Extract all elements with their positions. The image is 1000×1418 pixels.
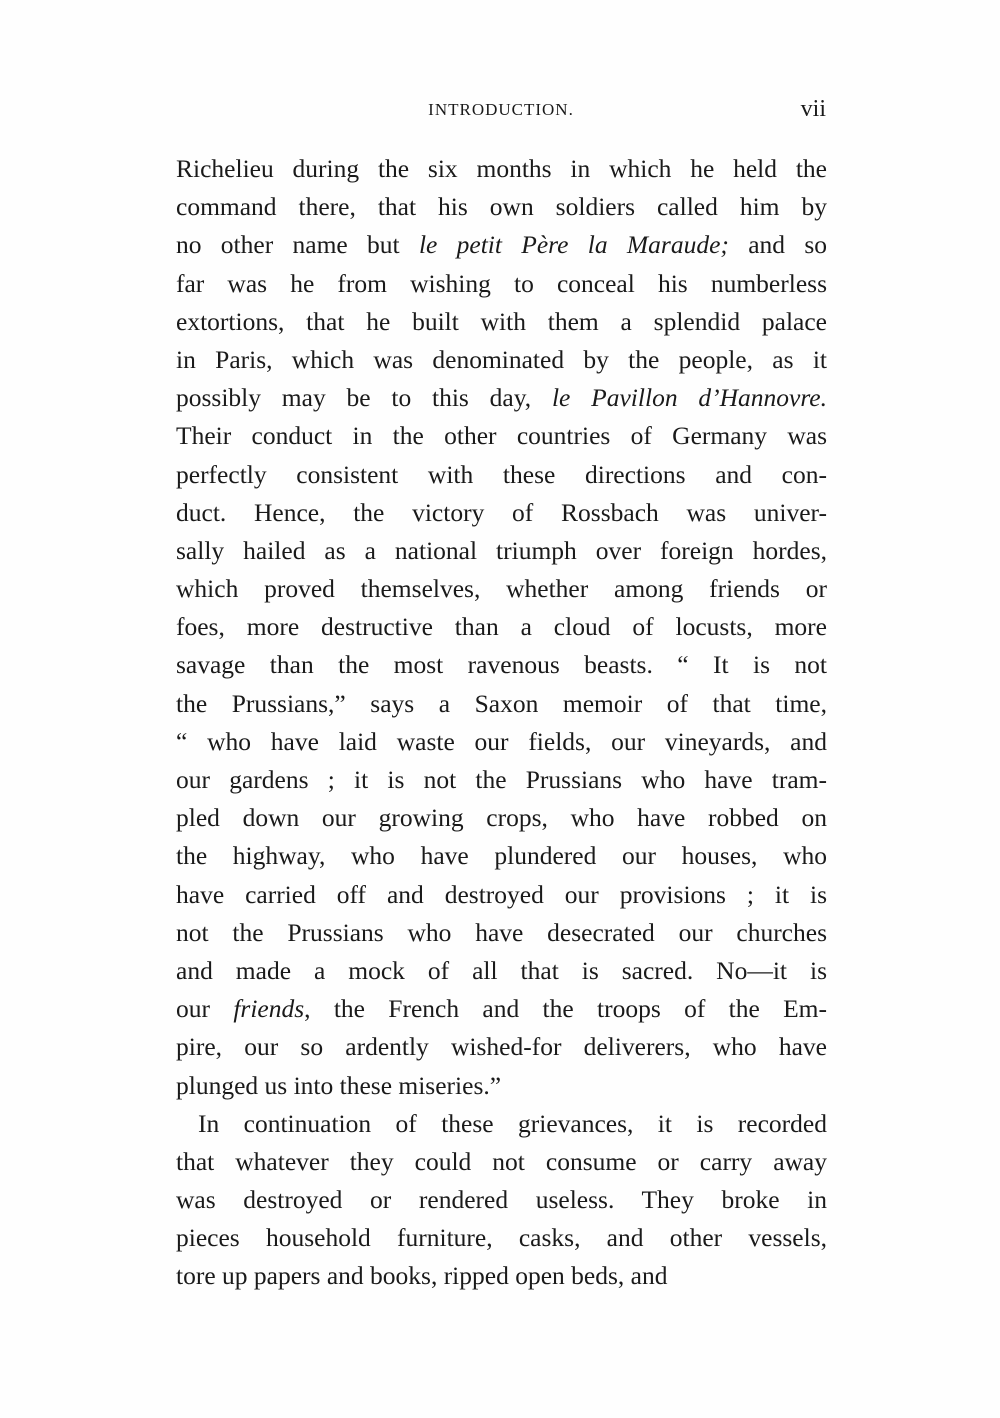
text-run: was destroyed or rendered useless. They broke in xyxy=(176,1185,827,1215)
text-line xyxy=(176,1105,827,1143)
text-run: our gardens ; it is not the Prussians who have tram- xyxy=(176,765,827,794)
text-run: perfectly consistent with these directions and con- xyxy=(176,459,827,489)
text-line xyxy=(176,837,827,875)
text-run: pieces household furniture, casks, and other vessels, xyxy=(176,1223,827,1253)
text-line xyxy=(176,1143,827,1181)
italic-text-run: le Pavillon d’Hannovre. xyxy=(551,383,828,413)
text-line xyxy=(176,570,827,608)
paragraph xyxy=(176,150,827,1105)
text-run: Richelieu during the six months in which he held the xyxy=(176,154,827,183)
text-run: command there, that his own soldiers called him by xyxy=(176,192,827,222)
text-line xyxy=(176,1219,827,1257)
text-run: foes, more destructive than a cloud of locusts, more xyxy=(176,612,827,642)
text-line xyxy=(176,646,827,684)
text-line xyxy=(176,188,827,226)
text-run: duct. Hence, the victory of Rossbach was univer- xyxy=(176,497,827,527)
text-run: no other name but xyxy=(176,230,419,260)
text-line xyxy=(176,914,827,952)
text-line xyxy=(176,265,827,303)
text-run: Their conduct in the other countries of Germany was xyxy=(176,421,827,451)
text-line xyxy=(176,150,827,188)
text-line xyxy=(176,532,827,570)
body-text xyxy=(176,150,827,1296)
italic-text-run: le petit Père la Maraude; xyxy=(418,230,729,260)
text-line xyxy=(176,494,827,532)
text-run: tore up papers and books, ripped open beds, and xyxy=(176,1261,668,1291)
text-run: which proved themselves, whether among friends or xyxy=(176,574,827,604)
text-line xyxy=(176,379,827,417)
text-line xyxy=(176,456,827,494)
text-run: pire, our so ardently wished-for deliverers, who have xyxy=(176,1032,827,1062)
text-line xyxy=(176,1257,827,1295)
running-title: INTRODUCTION. xyxy=(428,100,574,119)
text-line xyxy=(176,952,827,990)
page-number: vii xyxy=(800,96,826,122)
text-run: far was he from wishing to conceal his numberless xyxy=(176,268,827,298)
text-line xyxy=(176,761,827,799)
text-line xyxy=(176,1067,827,1105)
text-run: savage than the most ravenous beasts. “ It is not xyxy=(176,650,827,680)
text-line xyxy=(176,685,827,723)
text-line xyxy=(176,1028,827,1066)
text-run: our xyxy=(176,994,234,1024)
text-line xyxy=(176,226,827,264)
text-run: and made a mock of all that is sacred. No—it is xyxy=(176,955,827,985)
text-run: extortions, that he built with them a splendid palace xyxy=(176,306,827,336)
text-line xyxy=(176,990,827,1028)
text-run: the highway, who have plundered our houses, who xyxy=(176,841,827,871)
text-run: pled down our growing crops, who have robbed on xyxy=(176,803,827,833)
text-run: plunged us into these miseries.” xyxy=(176,1070,502,1100)
text-line xyxy=(176,876,827,914)
text-run: that whatever they could not consume or carry away xyxy=(176,1146,827,1176)
text-run: sally hailed as a national triumph over foreign hordes, xyxy=(176,535,827,565)
text-line xyxy=(176,417,827,455)
text-run: not the Prussians who have desecrated our churches xyxy=(176,917,827,947)
text-run: possibly may be to this day, xyxy=(176,383,552,413)
text-line xyxy=(176,723,827,761)
text-run: , the French and the troops of the Em- xyxy=(304,994,827,1024)
paragraph xyxy=(176,1105,827,1296)
text-run: and so xyxy=(728,230,827,260)
text-run: In continuation of these grievances, it is recorded xyxy=(198,1108,827,1138)
text-run: the Prussians,” says a Saxon memoir of that time, xyxy=(176,688,827,718)
text-run: “ who have laid waste our fields, our vineyards, and xyxy=(176,726,827,756)
text-run: have carried off and destroyed our provisions ; it is xyxy=(176,879,827,909)
text-line xyxy=(176,303,827,341)
text-line xyxy=(176,341,827,379)
running-head xyxy=(176,96,826,126)
text-run: in Paris, which was denominated by the people, as it xyxy=(176,344,827,374)
text-line xyxy=(176,608,827,646)
text-line xyxy=(176,799,827,837)
text-line xyxy=(176,1181,827,1219)
italic-text-run: friends xyxy=(233,994,305,1024)
